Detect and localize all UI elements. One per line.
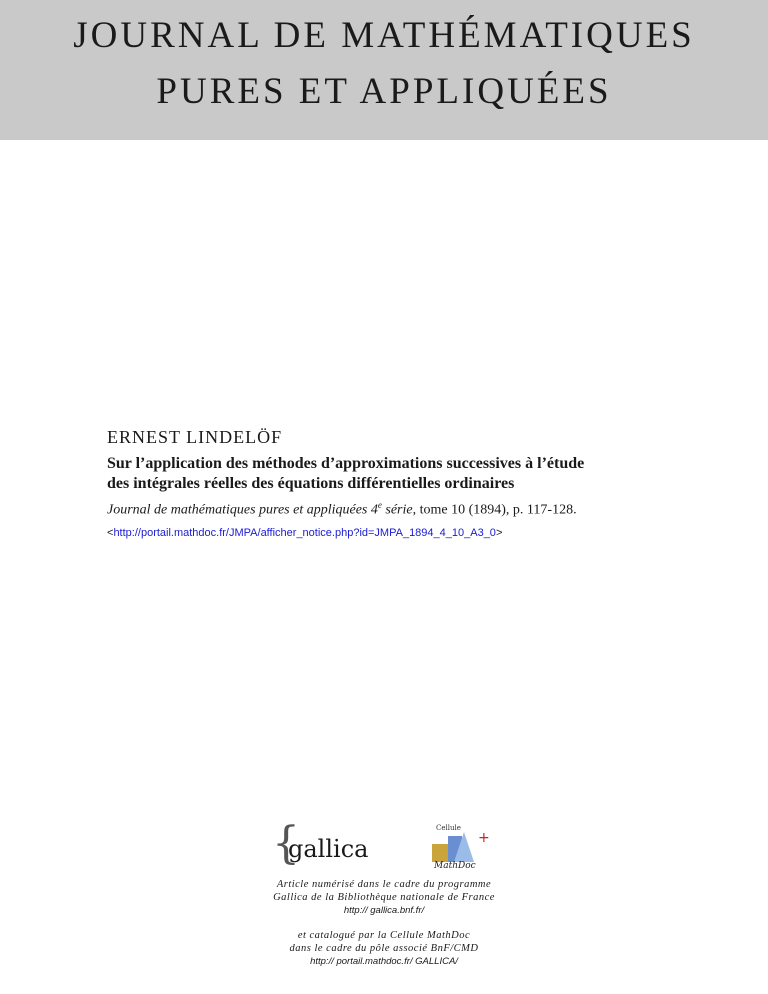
gallica-logo xyxy=(272,818,372,870)
url-close-bracket: > xyxy=(495,527,503,539)
footer-line6-wrap xyxy=(0,955,768,968)
footer-line5: dans le cadre du pôle associé BnF/CMD xyxy=(289,943,479,954)
journal-title-line2: PURES ET APPLIQUÉES xyxy=(156,71,612,112)
article-citation xyxy=(107,500,577,519)
mathdoc-top-text: Cellule xyxy=(436,824,461,832)
footer-line2: Gallica de la Bibliothèque nationale de France xyxy=(273,892,495,903)
gallica-logo-text: gallica xyxy=(288,835,369,863)
citation-journal: Journal de mathématiques pures et appliquées 4 xyxy=(107,502,378,518)
article-author: ERNEST LINDELÖF xyxy=(107,427,283,447)
footer-line4: et catalogué par la Cellule MathDoc xyxy=(297,930,471,941)
article-url xyxy=(107,527,502,539)
mathdoc-logo xyxy=(428,822,488,870)
article-title xyxy=(107,454,667,494)
footer-line3: http:// gallica.bnf.fr/ xyxy=(343,905,425,916)
gallica-brace-icon: { xyxy=(272,818,300,869)
footer-line1: Article numérisé dans le cadre du programme xyxy=(276,879,492,890)
url-open-bracket: < xyxy=(107,527,114,539)
footer-line6: http:// portail.mathdoc.fr/ GALLICA/ xyxy=(310,956,458,967)
footer-line3-wrap xyxy=(0,904,768,917)
journal-title-line1: JOURNAL DE MATHÉMATIQUES xyxy=(73,15,695,56)
citation-details: , tome 10 (1894), p. 117-128. xyxy=(412,502,577,518)
journal-banner xyxy=(0,0,768,140)
citation-superscript: e xyxy=(377,500,382,510)
mathdoc-plus-icon: + xyxy=(478,830,490,846)
mathdoc-logo-text: MathDoc xyxy=(434,861,476,871)
article-title-line2: des intégrales réelles des équations différentielles ordinaires xyxy=(107,475,515,492)
article-url-link[interactable]: http://portail.mathdoc.fr/JMPA/afficher_notice.php?id=JMPA_1894_4_10_A3_0 xyxy=(113,527,496,539)
article-title-line1: Sur l’application des méthodes d’approximations successives à l’étude xyxy=(107,455,585,472)
citation-serie: série xyxy=(381,502,413,518)
